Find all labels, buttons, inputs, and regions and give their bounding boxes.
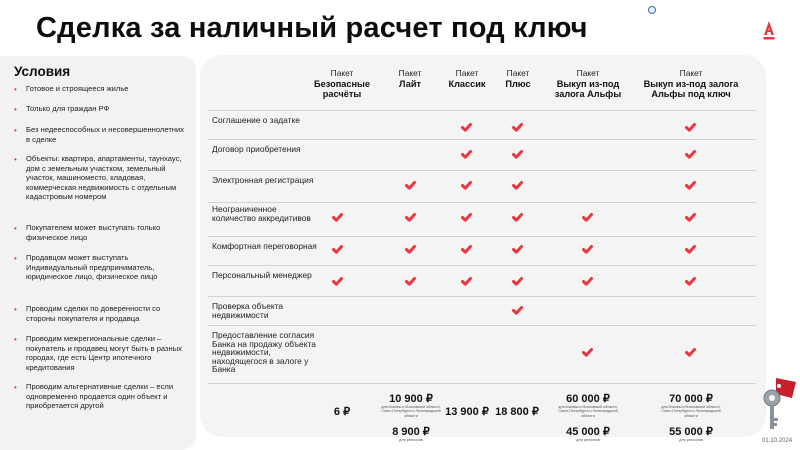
check-icon xyxy=(405,181,416,190)
package-header-safe: Пакет Безопасные расчёты xyxy=(314,68,370,99)
check-icon xyxy=(582,245,593,254)
check-icon xyxy=(461,245,472,254)
price-turnkey-note: для Москвы и Московской области, Санкт-Петербурга и Ленинградской области xyxy=(661,405,721,418)
package-header-lite: Пакет Лайт xyxy=(398,68,422,89)
check-icon xyxy=(405,213,416,222)
condition-item: • Без недееспособных и несовершеннолетних в сделке xyxy=(14,125,185,144)
check-icon xyxy=(332,213,343,222)
package-header-buyout: Пакет Выкуп из-под залога Альфы xyxy=(554,68,622,99)
row-divider xyxy=(208,296,756,297)
page-title: Сделка за наличный расчет под ключ xyxy=(36,12,588,44)
package-header-buyout-turnkey: Пакет Выкуп из-под залога Альфы под ключ xyxy=(643,68,739,99)
check-icon xyxy=(461,277,472,286)
keys-illustration-icon xyxy=(762,376,800,434)
check-icon xyxy=(405,245,416,254)
feature-label: Неограниченное количество аккредитивов xyxy=(212,204,311,223)
check-icon xyxy=(512,277,523,286)
check-icon xyxy=(685,181,696,190)
check-icon xyxy=(512,181,523,190)
check-icon xyxy=(685,150,696,159)
conditions-title: Условия xyxy=(14,64,71,79)
feature-label: Договор приобретения xyxy=(212,144,301,154)
row-divider xyxy=(208,265,756,266)
check-icon xyxy=(461,181,472,190)
row-divider xyxy=(208,110,756,111)
price-classic: 13 900 ₽ xyxy=(445,406,489,418)
price-turnkey-main: 70 000 ₽ xyxy=(669,393,713,405)
package-header-plus: Пакет Плюс xyxy=(505,68,531,89)
check-icon xyxy=(685,348,696,357)
row-divider xyxy=(208,202,756,203)
price-lite-note: для Москвы и Московской области, Санкт-Петербурга и Ленинградской области xyxy=(381,405,441,418)
condition-item: • Готовое и строящееся жилье xyxy=(14,84,129,94)
price-lite-alt-note: для регионов xyxy=(399,438,423,442)
condition-item: • Только для граждан РФ xyxy=(14,104,110,114)
condition-item: • Покупателем может выступать только физическое лицо xyxy=(14,223,161,242)
check-icon xyxy=(582,213,593,222)
check-icon xyxy=(582,277,593,286)
feature-label: Персональный менеджер xyxy=(212,270,312,280)
condition-item: • Проводим сделки по доверенности со стороны покупателя и продавца xyxy=(14,304,161,323)
row-divider xyxy=(208,325,756,326)
check-icon xyxy=(582,348,593,357)
check-icon xyxy=(461,213,472,222)
alfa-logo-icon xyxy=(761,20,777,42)
check-icon xyxy=(332,277,343,286)
row-divider xyxy=(208,170,756,171)
price-lite-main: 10 900 ₽ xyxy=(389,393,433,405)
check-icon xyxy=(405,277,416,286)
check-icon xyxy=(685,277,696,286)
price-plus: 18 800 ₽ xyxy=(495,406,539,418)
check-icon xyxy=(685,245,696,254)
check-icon xyxy=(512,306,523,315)
price-buyout-main: 60 000 ₽ xyxy=(566,393,610,405)
check-icon xyxy=(461,150,472,159)
feature-label: Соглашение о задатке xyxy=(212,115,300,125)
price-buyout-alt-note: для регионов xyxy=(576,438,600,442)
feature-label: Проверка объекта недвижимости xyxy=(212,301,284,320)
feature-label: Электронная регистрация xyxy=(212,175,314,185)
check-icon xyxy=(461,123,472,132)
price-turnkey-alt: 55 000 ₽ xyxy=(669,426,713,438)
check-icon xyxy=(512,123,523,132)
check-icon xyxy=(512,150,523,159)
condition-item: • Проводим альтернативные сделки – если одновременно продается один объект и приобретается другой xyxy=(14,382,174,411)
package-header-classic: Пакет Классик xyxy=(448,68,486,89)
price-buyout-note: для Москвы и Московской области, Санкт-Петербурга и Ленинградской области xyxy=(558,405,618,418)
feature-label: Комфортная переговорная xyxy=(212,241,317,251)
condition-item: • Проводим межрегиональные сделки – покупатель и продавец могут быть в разных городах, где есть Центр ипотечного кредитования xyxy=(14,334,182,372)
price-buyout-alt: 45 000 ₽ xyxy=(566,426,610,438)
badge-icon xyxy=(648,6,656,14)
check-icon xyxy=(332,245,343,254)
row-divider xyxy=(208,139,756,140)
condition-item: • Продавцом может выступать Индивидуальный предприниматель, юридическое лицо, физическое лицо xyxy=(14,253,158,282)
conditions-panel xyxy=(0,56,196,450)
row-divider xyxy=(208,383,756,384)
check-icon xyxy=(512,245,523,254)
price-turnkey-alt-note: для регионов xyxy=(679,438,703,442)
row-divider xyxy=(208,236,756,237)
check-icon xyxy=(685,213,696,222)
check-icon xyxy=(512,213,523,222)
check-icon xyxy=(685,123,696,132)
feature-label: Предоставление согласия Банка на продажу объекта недвижимости, находящегося в залоге у Банка xyxy=(212,330,316,375)
date-label: 01.10.2024 xyxy=(762,438,793,444)
price-lite-alt: 8 900 ₽ xyxy=(392,426,430,438)
price-safe: 6 ₽ xyxy=(333,406,351,418)
condition-item: • Объекты: квартира, апартаменты, таунхаус, дом с земельным участком, земельный участок, машиноместо, кладовая, коммерческая недвижимость с отдельным кадастровым номером xyxy=(14,154,182,202)
